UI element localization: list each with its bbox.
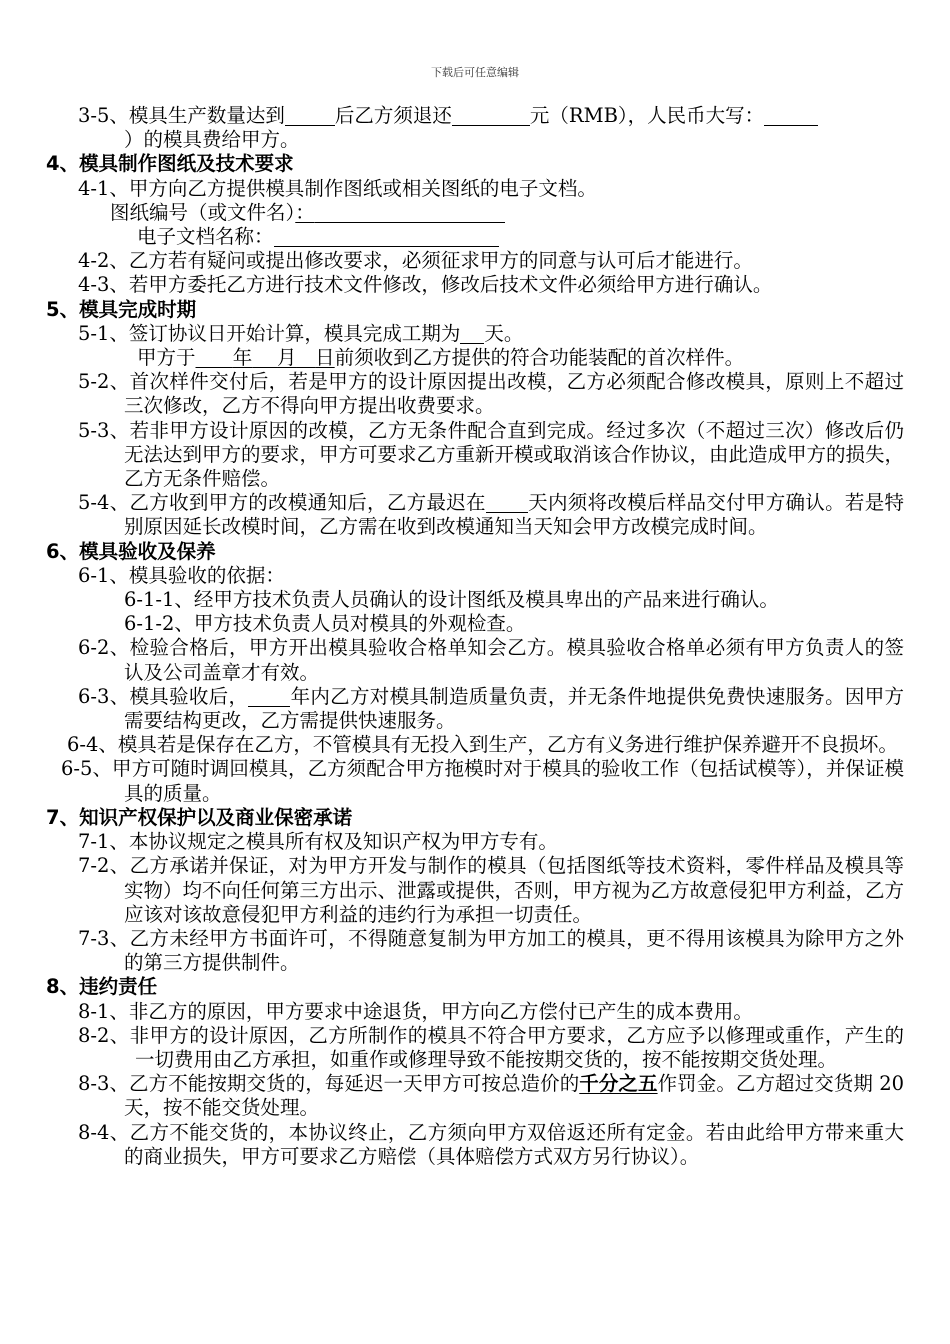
first-sample-date[interactable] [196,346,335,369]
clause-6-1-1: 6-1-1、经甲方技术负责人员确认的设计图纸及模具卑出的产品来进行确认。 [124,588,779,612]
clause-6-2: 6-2、检验合格后，甲方开出模具验收合格单知会乙方。模具验收合格单必须有甲方负责人的签认及公司盖章才有效。 [78,636,904,684]
clause-8-2: 8-2、非甲方的设计原因，乙方所制作的模具不符合甲方要求，乙方应予以修理或重作，产生的一切费用由乙方承担，如重作或修理导致不能按期交货的，按不能按期交货处理。 [78,1023,904,1071]
clause-5-1 [0,322,950,346]
clause-5-1-text-b: 天。 [484,321,524,345]
clause-8-3 [0,1072,950,1120]
section-6-title: 6、模具验收及保养 [46,539,216,563]
date-year-label: 年 [232,346,253,370]
blank-rework-days[interactable] [486,492,528,513]
clause-6-4: 6-4、模具若是保存在乙方，不管模具有无投入到生产，乙方有义务进行维护保养避开不良损坏。 [67,733,898,757]
document-body [0,104,950,1169]
first-sample-text-a: 甲方于 [137,346,196,370]
clause-4-2: 4-2、乙方若有疑问或提出修改要求，必须征求甲方的同意与认可后才能进行。 [78,249,753,273]
clause-4-3: 4-3、若甲方委托乙方进行技术文件修改，修改后技术文件必须给甲方进行确认。 [78,273,773,297]
drawing-number-colon: ： [295,200,315,224]
drawing-number-line [0,201,950,225]
clause-7-1: 7-1、本协议规定之模具所有权及知识产权为甲方专有。 [78,830,558,854]
header-note: 下载后可任意编辑 [431,66,519,79]
clause-3-5-text-a: 3-5、模具生产数量达到 [78,104,285,127]
clause-6-5: 6-5、甲方可随时调回模具，乙方须配合甲方拖模时对于模具的验收工作（包括试模等），并保证模具的质量。 [61,757,904,805]
electronic-doc-label: 电子文档名称： [137,225,274,249]
clause-5-1-text-a: 5-1、签订协议日开始计算，模具完成工期为 [78,321,461,345]
section-4-title: 4、模具制作图纸及技术要求 [46,152,294,176]
clause-8-4: 8-4、乙方不能交货的，本协议终止，乙方须向甲方双倍返还所有定金。若由此给甲方带来重大的商业损失，甲方可要求乙方赔偿（具体赔偿方式双方另行协议）。 [78,1120,904,1168]
drawing-number-label: 图纸编号（或文件名） [110,200,296,224]
clause-5-4-text-a: 5-4、乙方收到甲方的改模通知后，乙方最迟在 [78,491,486,515]
date-month-label: 月 [277,346,297,370]
clause-3-5-text-b: 后乙方须退还 [334,104,452,127]
blank-refund-amount[interactable] [452,105,530,126]
blank-electronic-doc[interactable] [274,226,499,247]
blank-quantity[interactable] [285,105,335,126]
clause-5-3: 5-3、若非甲方设计原因的改模，乙方无条件配合直到完成。经过多次（不超过三次）修改后仍无法达到甲方的要求，甲方可要求乙方重新开模或取消该合作协议，由此造成甲方的损失，乙方无条件赔偿。 [78,418,905,491]
blank-refund-chinese[interactable] [764,105,818,126]
date-day-label: 日 [315,346,335,370]
clause-7-3: 7-3、乙方未经甲方书面许可，不得随意复制为甲方加工的模具，更不得用该模具为除甲方之外的第三方提供制件。 [78,926,904,975]
blank-completion-days[interactable] [460,323,484,344]
clause-5-2: 5-2、首次样件交付后，若是甲方的设计原因提出改模，乙方必须配合修改模具，原则上不超过三次修改，乙方不得向甲方提出收费要求。 [78,370,904,418]
clause-6-3-text-b: 年内乙方对模具制造质量负责，并无条件地提供免费快速服务。因甲方需要结构更改，乙方需提供快速服务。 [124,684,904,733]
clause-5-4-text-b: 天内须将改模后样品交付甲方确认。若是特别原因延长改模时间，乙方需在收到改模通知当天知会甲方改模完成时间。 [124,491,904,539]
clause-8-1: 8-1、非乙方的原因，甲方要求中途退货，甲方向乙方偿付已产生的成本费用。 [78,999,753,1023]
section-5-title: 5、模具完成时期 [46,297,197,321]
first-sample-date-line [0,346,950,370]
blank-drawing-number[interactable] [315,202,505,223]
clause-6-1: 6-1、模具验收的依据： [78,563,285,587]
electronic-doc-line [0,225,950,249]
section-7-title: 7、知识产权保护以及商业保密承诺 [46,805,353,829]
clause-6-3 [0,685,950,733]
clause-6-3-text-a: 6-3、模具验收后， [78,684,249,708]
clause-7-2: 7-2、乙方承诺并保证，对为甲方开发与制作的模具（包括图纸等技术资料，零件样品及模具等实物）均不向任何第三方出示、泄露或提供，否则，甲方视为乙方故意侵犯甲方利益，乙方应该对该故意侵犯甲方利益的违约行为承担一切责任。 [78,854,905,926]
clause-8-3-text-c: 作罚金。乙方超过交货期 20 天，按不能交货处理。 [124,1072,905,1120]
clause-5-4 [0,491,950,539]
section-8-title: 8、违约责任 [46,975,158,999]
clause-3-5-text-d: ）的模具费给甲方。 [124,128,300,152]
clause-6-1-2: 6-1-2、甲方技术负责人员对模具的外观检查。 [124,612,526,636]
first-sample-text-b: 前须收到乙方提供的符合功能装配的首次样件。 [334,346,745,370]
clause-4-1: 4-1、甲方向乙方提供模具制作图纸或相关图纸的电子文档。 [78,176,597,200]
clause-3-5 [0,104,950,152]
clause-3-5-text-c: 元（RMB），人民币大写： [529,104,765,127]
blank-warranty-years[interactable] [248,686,290,707]
clause-8-3-text-a: 8-3、乙方不能按期交货的，每延迟一天甲方可按总造价的 [78,1072,580,1096]
penalty-rate: 千分之五 [579,1072,658,1096]
